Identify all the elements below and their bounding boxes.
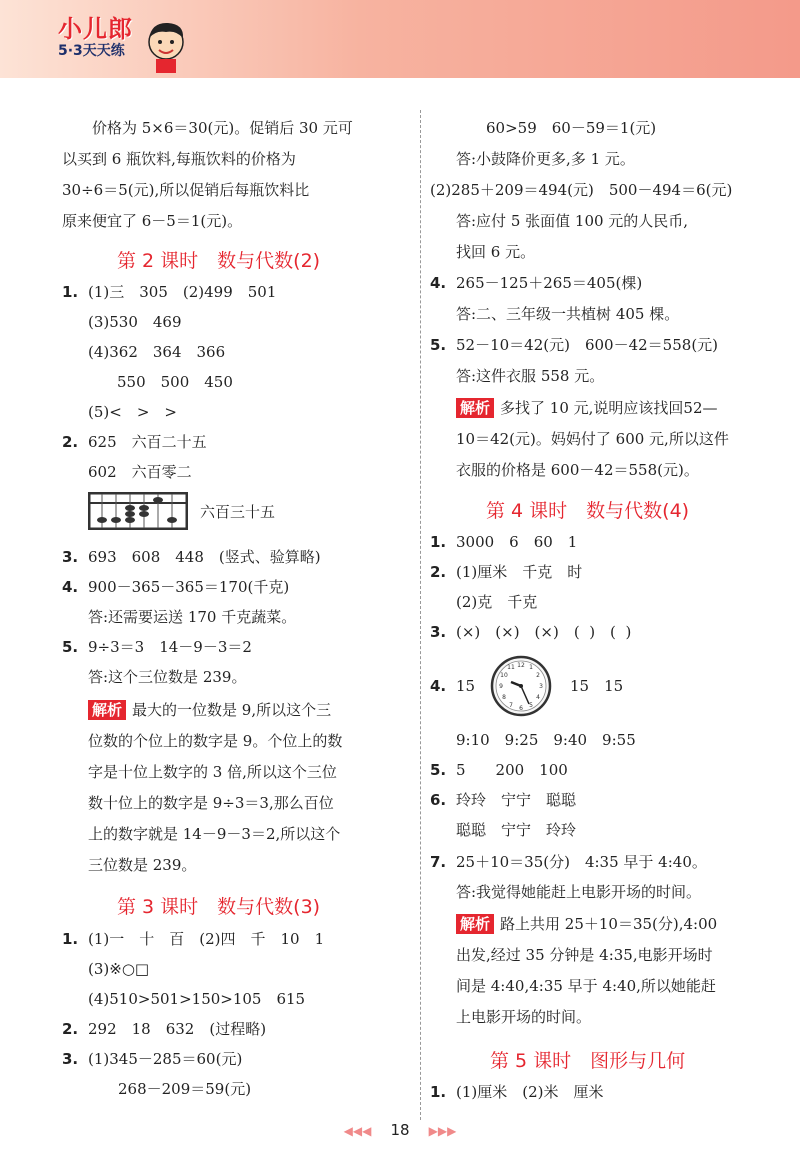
brand-name: 小儿郎 [58, 15, 133, 43]
question-number: 1. [430, 533, 447, 551]
answer-line: 9:10 9:25 9:40 9:55 [456, 731, 636, 749]
answer-line: 265－125＋265＝405(棵) [456, 274, 643, 292]
answer-line: 答:这个三位数是 239。 [88, 668, 247, 686]
answer-line: (3)530 469 [88, 313, 182, 331]
answer-line: 9÷3＝3 14－9－3＝2 [88, 638, 252, 656]
answer-line: (1)一 十 百 (2)四 千 10 1 [88, 930, 325, 948]
question-number: 3. [430, 623, 447, 641]
svg-text:5: 5 [529, 702, 533, 709]
question-number: 1. [430, 1083, 447, 1101]
column-divider [420, 110, 421, 1120]
analysis-text: 多找了 10 元,说明应该找回52— [500, 399, 718, 417]
right-arrows-icon: ▶▶▶ [428, 1124, 457, 1138]
answer-line: (2)285＋209＝494(元) 500－494＝6(元) [430, 181, 733, 199]
analysis-line: 10＝42(元)。妈妈付了 600 元,所以这件 [456, 430, 729, 448]
analysis-line [456, 398, 718, 418]
section-heading: 第 3 课时 数与代数(3) [117, 896, 321, 918]
answer-line: 15 [456, 677, 476, 695]
question-number: 4. [430, 677, 447, 695]
answer-line: 15 15 [570, 677, 624, 695]
answer-line: 25＋10＝35(分) 4:35 早于 4:40。 [456, 853, 707, 871]
answer-line: 答:我觉得她能赶上电影开场的时间。 [456, 883, 702, 901]
analysis-tag: 解析 [456, 398, 494, 418]
analysis-line: 衣服的价格是 600－42＝558(元)。 [456, 461, 699, 479]
answer-line: (3)※○□ [88, 960, 150, 978]
svg-text:11: 11 [507, 664, 515, 671]
answer-line: (1)345－285＝60(元) [88, 1050, 243, 1068]
analysis-line: 出发,经过 35 分钟是 4:35,电影开场时 [456, 946, 713, 964]
series-name: 5·3天天练 [58, 43, 125, 59]
brand-logo [58, 16, 133, 60]
answer-line: 3000 6 60 1 [456, 533, 578, 551]
answer-line: 答:二、三年级一共植树 405 棵。 [456, 305, 680, 323]
mascot-icon [142, 18, 190, 76]
analysis-line [456, 914, 717, 934]
answer-line: (4)362 364 366 [88, 343, 226, 361]
question-number: 2. [430, 563, 447, 581]
abacus-icon [88, 492, 188, 530]
text-line: 以买到 6 瓶饮料,每瓶饮料的价格为 [62, 150, 296, 168]
text-line: 30÷6＝5(元),所以促销后每瓶饮料比 [62, 181, 310, 199]
answer-line: 900－365－365＝170(千克) [88, 578, 290, 596]
svg-text:12: 12 [517, 662, 525, 669]
answer-line: (4)510>501>150>105 615 [88, 990, 306, 1008]
answer-line: (2)克 千克 [456, 593, 538, 611]
svg-text:9: 9 [499, 683, 503, 690]
answer-line: 找回 6 元。 [456, 243, 536, 261]
svg-text:7: 7 [509, 702, 513, 709]
svg-text:3: 3 [539, 683, 543, 690]
answer-line: 玲玲 宁宁 聪聪 [456, 791, 577, 809]
question-number: 7. [430, 853, 447, 871]
question-number: 5. [62, 638, 79, 656]
svg-text:10: 10 [500, 672, 508, 679]
page-footer [0, 1120, 800, 1139]
analysis-line: 上电影开场的时间。 [456, 1008, 592, 1026]
answer-line: 5 200 100 [456, 761, 568, 779]
analysis-line: 上的数字就是 14－9－3＝2,所以这个 [88, 825, 341, 843]
svg-text:6: 6 [519, 705, 523, 712]
analysis-tag: 解析 [88, 700, 126, 720]
answer-line: 550 500 450 [117, 373, 233, 391]
question-number: 4. [62, 578, 79, 596]
analysis-text: 路上共用 25＋10＝35(分),4:00 [500, 915, 718, 933]
left-arrows-icon: ◀◀◀ [343, 1124, 372, 1138]
answer-line: 625 六百二十五 [88, 433, 207, 451]
question-number: 1. [62, 930, 79, 948]
question-number: 5. [430, 336, 447, 354]
svg-text:4: 4 [536, 694, 540, 701]
answer-line: 六百三十五 [200, 503, 276, 521]
answer-line: 答:这件衣服 558 元。 [456, 367, 605, 385]
answer-line: 答:还需要运送 170 千克蔬菜。 [88, 608, 297, 626]
answer-line: (5)< > > [88, 403, 177, 421]
answer-line: 52－10＝42(元) 600－42＝558(元) [456, 336, 719, 354]
question-number: 2. [62, 1020, 79, 1038]
answer-line: 602 六百零二 [88, 463, 192, 481]
answer-line: 693 608 448 (竖式、验算略) [88, 548, 321, 566]
answer-line: 聪聪 宁宁 玲玲 [456, 821, 577, 839]
answer-line: 292 18 632 (过程略) [88, 1020, 267, 1038]
question-number: 5. [430, 761, 447, 779]
question-number: 1. [62, 283, 79, 301]
section-heading: 第 4 课时 数与代数(4) [486, 500, 690, 522]
answer-line: (1)厘米 (2)米 厘米 [456, 1083, 604, 1101]
analysis-line: 位数的个位上的数字是 9。个位上的数 [88, 732, 343, 750]
analysis-line [88, 700, 331, 720]
analysis-line: 三位数是 239。 [88, 856, 197, 874]
question-number: 2. [62, 433, 79, 451]
analysis-line: 数十位上的数字是 9÷3＝3,那么百位 [88, 794, 334, 812]
svg-text:1: 1 [529, 664, 533, 671]
clock-icon [490, 655, 552, 717]
question-number: 3. [62, 1050, 79, 1068]
answer-line: 答:小鼓降价更多,多 1 元。 [456, 150, 635, 168]
question-number: 6. [430, 791, 447, 809]
question-number: 3. [62, 548, 79, 566]
question-number: 4. [430, 274, 447, 292]
answer-line: (1)厘米 千克 时 [456, 563, 583, 581]
text-line: 原来便宜了 6－5＝1(元)。 [62, 212, 243, 230]
analysis-line: 字是十位上数字的 3 倍,所以这个三位 [88, 763, 337, 781]
answer-line: 答:应付 5 张面值 100 元的人民币, [456, 212, 689, 230]
analysis-line: 间是 4:40,4:35 早于 4:40,所以她能赶 [456, 977, 716, 995]
page-number: 18 [390, 1121, 410, 1139]
section-heading: 第 2 课时 数与代数(2) [117, 250, 321, 272]
analysis-tag: 解析 [456, 914, 494, 934]
svg-text:2: 2 [536, 672, 540, 679]
answer-line: 268－209＝59(元) [118, 1080, 252, 1098]
analysis-text: 最大的一位数是 9,所以这个三 [132, 701, 332, 719]
svg-text:8: 8 [502, 694, 506, 701]
section-heading: 第 5 课时 图形与几何 [490, 1050, 686, 1072]
answer-line: 60>59 60－59＝1(元) [486, 119, 657, 137]
answer-line: (1)三 305 (2)499 501 [88, 283, 277, 301]
answer-line: (×) (×) (×) ( ) ( ) [456, 623, 632, 641]
text-line: 价格为 5×6＝30(元)。促销后 30 元可 [92, 119, 353, 137]
